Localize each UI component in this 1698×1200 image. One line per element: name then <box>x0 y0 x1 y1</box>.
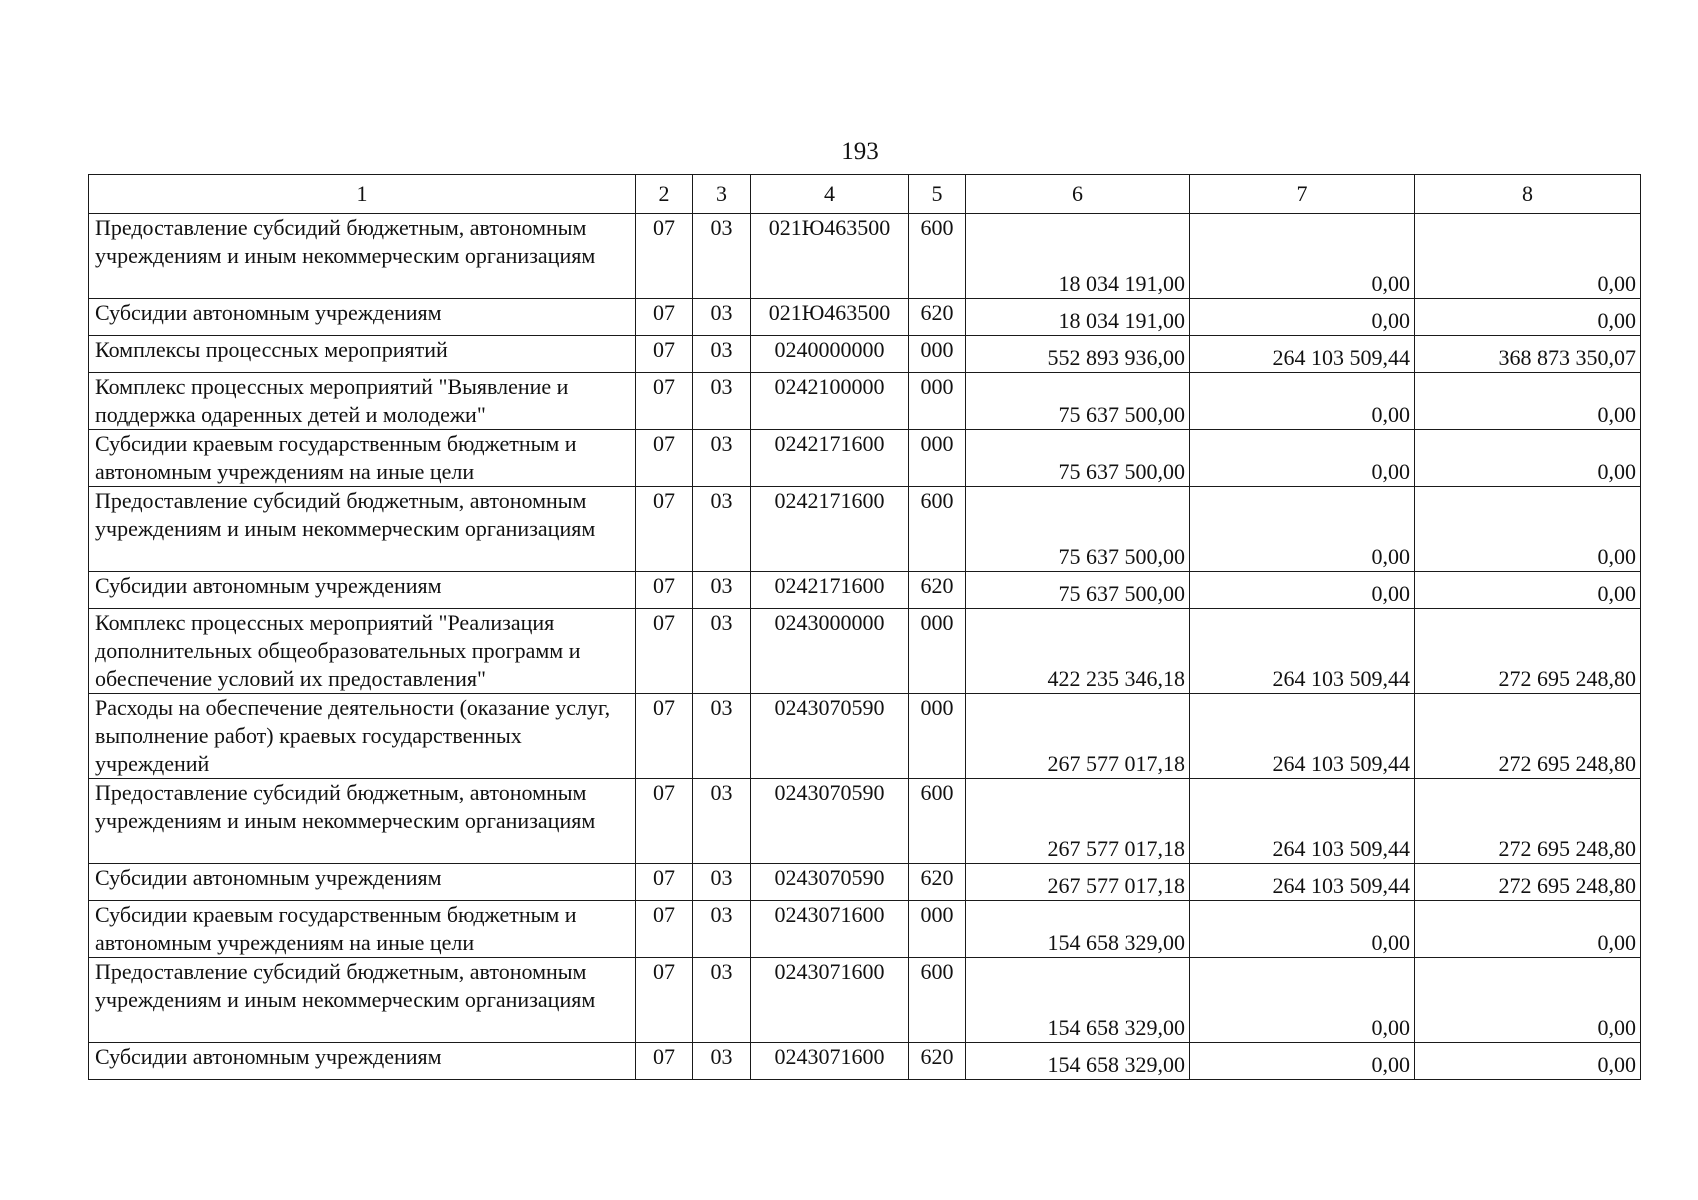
cell-amount-col7: 0,00 <box>1190 373 1415 430</box>
cell-expense-type: 620 <box>909 572 966 609</box>
header-col-7: 7 <box>1190 175 1415 214</box>
header-row <box>89 175 1641 214</box>
cell-expense-type: 620 <box>909 864 966 901</box>
cell-amount-col6: 422 235 346,18 <box>966 609 1190 694</box>
cell-target-code: 0242171600 <box>751 487 909 572</box>
cell-amount-col8: 272 695 248,80 <box>1415 779 1641 864</box>
cell-amount-col6: 154 658 329,00 <box>966 1043 1190 1080</box>
cell-amount-col6: 267 577 017,18 <box>966 864 1190 901</box>
cell-amount-col8: 0,00 <box>1415 958 1641 1043</box>
table-row <box>89 1043 1641 1080</box>
cell-name: Субсидии автономным учреждениям <box>89 1043 636 1080</box>
cell-target-code: 0243070590 <box>751 779 909 864</box>
cell-section: 07 <box>636 864 693 901</box>
cell-amount-col8: 0,00 <box>1415 1043 1641 1080</box>
cell-target-code: 0243070590 <box>751 694 909 779</box>
cell-amount-col8: 272 695 248,80 <box>1415 609 1641 694</box>
cell-amount-col6: 267 577 017,18 <box>966 694 1190 779</box>
cell-subsection: 03 <box>693 572 751 609</box>
table-row <box>89 609 1641 694</box>
cell-section: 07 <box>636 694 693 779</box>
cell-name: Субсидии автономным учреждениям <box>89 299 636 336</box>
header-col-2: 2 <box>636 175 693 214</box>
cell-amount-col6: 75 637 500,00 <box>966 373 1190 430</box>
cell-section: 07 <box>636 1043 693 1080</box>
table-row <box>89 430 1641 487</box>
cell-amount-col7: 0,00 <box>1190 1043 1415 1080</box>
cell-amount-col7: 0,00 <box>1190 214 1415 299</box>
cell-section: 07 <box>636 299 693 336</box>
cell-name: Субсидии автономным учреждениям <box>89 864 636 901</box>
cell-amount-col6: 75 637 500,00 <box>966 572 1190 609</box>
cell-subsection: 03 <box>693 609 751 694</box>
cell-amount-col6: 552 893 936,00 <box>966 336 1190 373</box>
cell-section: 07 <box>636 901 693 958</box>
table-row <box>89 214 1641 299</box>
cell-target-code: 0242171600 <box>751 430 909 487</box>
cell-amount-col7: 264 103 509,44 <box>1190 864 1415 901</box>
cell-amount-col6: 154 658 329,00 <box>966 958 1190 1043</box>
cell-expense-type: 000 <box>909 430 966 487</box>
cell-expense-type: 620 <box>909 1043 966 1080</box>
cell-amount-col8: 0,00 <box>1415 430 1641 487</box>
page-number: 193 <box>841 138 879 165</box>
cell-amount-col6: 75 637 500,00 <box>966 487 1190 572</box>
cell-amount-col8: 0,00 <box>1415 572 1641 609</box>
cell-expense-type: 600 <box>909 487 966 572</box>
cell-section: 07 <box>636 609 693 694</box>
cell-target-code: 021Ю463500 <box>751 299 909 336</box>
cell-amount-col6: 18 034 191,00 <box>966 299 1190 336</box>
cell-amount-col8: 368 873 350,07 <box>1415 336 1641 373</box>
cell-amount-col7: 264 103 509,44 <box>1190 779 1415 864</box>
cell-amount-col6: 154 658 329,00 <box>966 901 1190 958</box>
cell-target-code: 0243071600 <box>751 1043 909 1080</box>
cell-amount-col8: 272 695 248,80 <box>1415 864 1641 901</box>
header-col-3: 3 <box>693 175 751 214</box>
cell-expense-type: 000 <box>909 373 966 430</box>
cell-amount-col7: 264 103 509,44 <box>1190 609 1415 694</box>
cell-amount-col8: 272 695 248,80 <box>1415 694 1641 779</box>
cell-amount-col8: 0,00 <box>1415 299 1641 336</box>
cell-subsection: 03 <box>693 299 751 336</box>
cell-expense-type: 000 <box>909 336 966 373</box>
cell-amount-col7: 264 103 509,44 <box>1190 336 1415 373</box>
cell-name: Комплекс процессных мероприятий "Реализация дополнительных общеобразовательных программ и обеспечение условий их предоставления" <box>89 609 636 694</box>
cell-amount-col6: 18 034 191,00 <box>966 214 1190 299</box>
cell-expense-type: 000 <box>909 901 966 958</box>
cell-subsection: 03 <box>693 487 751 572</box>
cell-amount-col7: 264 103 509,44 <box>1190 694 1415 779</box>
table-row <box>89 694 1641 779</box>
cell-name: Субсидии краевым государственным бюджетным и автономным учреждениям на иные цели <box>89 430 636 487</box>
cell-amount-col7: 0,00 <box>1190 487 1415 572</box>
cell-amount-col6: 75 637 500,00 <box>966 430 1190 487</box>
table-row <box>89 299 1641 336</box>
cell-target-code: 0243071600 <box>751 958 909 1043</box>
cell-expense-type: 600 <box>909 958 966 1043</box>
table-row <box>89 901 1641 958</box>
cell-amount-col8: 0,00 <box>1415 901 1641 958</box>
cell-subsection: 03 <box>693 694 751 779</box>
cell-name: Субсидии автономным учреждениям <box>89 572 636 609</box>
cell-expense-type: 000 <box>909 694 966 779</box>
cell-subsection: 03 <box>693 901 751 958</box>
cell-target-code: 0243000000 <box>751 609 909 694</box>
cell-section: 07 <box>636 214 693 299</box>
cell-section: 07 <box>636 373 693 430</box>
cell-subsection: 03 <box>693 214 751 299</box>
cell-target-code: 0243071600 <box>751 901 909 958</box>
header-col-1: 1 <box>89 175 636 214</box>
budget-table <box>88 174 1641 1080</box>
cell-expense-type: 600 <box>909 779 966 864</box>
header-col-6: 6 <box>966 175 1190 214</box>
cell-name: Предоставление субсидий бюджетным, автономным учреждениям и иным некоммерческим организациям <box>89 214 636 299</box>
cell-target-code: 0240000000 <box>751 336 909 373</box>
cell-amount-col7: 0,00 <box>1190 430 1415 487</box>
table-row <box>89 864 1641 901</box>
cell-amount-col6: 267 577 017,18 <box>966 779 1190 864</box>
cell-name: Комплексы процессных мероприятий <box>89 336 636 373</box>
cell-section: 07 <box>636 958 693 1043</box>
header-col-5: 5 <box>909 175 966 214</box>
cell-subsection: 03 <box>693 958 751 1043</box>
cell-subsection: 03 <box>693 373 751 430</box>
cell-name: Комплекс процессных мероприятий "Выявление и поддержка одаренных детей и молодежи" <box>89 373 636 430</box>
cell-section: 07 <box>636 336 693 373</box>
cell-section: 07 <box>636 572 693 609</box>
cell-amount-col8: 0,00 <box>1415 214 1641 299</box>
cell-name: Расходы на обеспечение деятельности (оказание услуг, выполнение работ) краевых государственных учреждений <box>89 694 636 779</box>
cell-expense-type: 600 <box>909 214 966 299</box>
cell-name: Субсидии краевым государственным бюджетным и автономным учреждениям на иные цели <box>89 901 636 958</box>
cell-subsection: 03 <box>693 779 751 864</box>
cell-subsection: 03 <box>693 864 751 901</box>
cell-amount-col8: 0,00 <box>1415 373 1641 430</box>
cell-amount-col7: 0,00 <box>1190 572 1415 609</box>
cell-name: Предоставление субсидий бюджетным, автономным учреждениям и иным некоммерческим организациям <box>89 779 636 864</box>
cell-amount-col7: 0,00 <box>1190 958 1415 1043</box>
header-col-4: 4 <box>751 175 909 214</box>
cell-expense-type: 000 <box>909 609 966 694</box>
table-row <box>89 779 1641 864</box>
cell-section: 07 <box>636 430 693 487</box>
cell-amount-col8: 0,00 <box>1415 487 1641 572</box>
table-row <box>89 487 1641 572</box>
cell-target-code: 0242171600 <box>751 572 909 609</box>
cell-section: 07 <box>636 779 693 864</box>
table-row <box>89 373 1641 430</box>
cell-name: Предоставление субсидий бюджетным, автономным учреждениям и иным некоммерческим организациям <box>89 487 636 572</box>
cell-target-code: 0242100000 <box>751 373 909 430</box>
cell-expense-type: 620 <box>909 299 966 336</box>
header-col-8: 8 <box>1415 175 1641 214</box>
cell-target-code: 0243070590 <box>751 864 909 901</box>
cell-amount-col7: 0,00 <box>1190 901 1415 958</box>
table-row <box>89 336 1641 373</box>
table-row <box>89 572 1641 609</box>
cell-amount-col7: 0,00 <box>1190 299 1415 336</box>
cell-subsection: 03 <box>693 430 751 487</box>
cell-subsection: 03 <box>693 1043 751 1080</box>
table-row <box>89 958 1641 1043</box>
cell-section: 07 <box>636 487 693 572</box>
cell-name: Предоставление субсидий бюджетным, автономным учреждениям и иным некоммерческим организациям <box>89 958 636 1043</box>
cell-subsection: 03 <box>693 336 751 373</box>
cell-target-code: 021Ю463500 <box>751 214 909 299</box>
